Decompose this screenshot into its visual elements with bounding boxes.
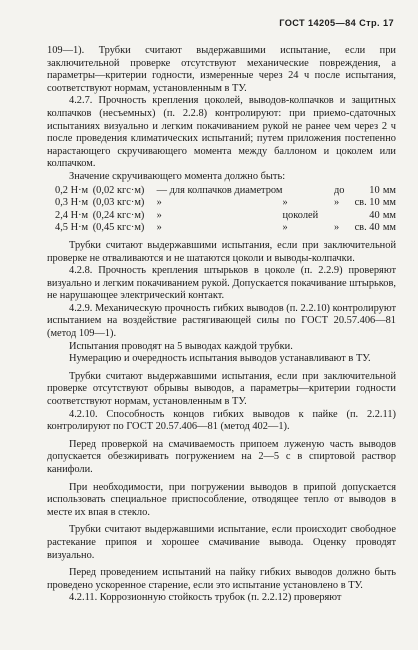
torque-cell: (0,02 кгс·м): [92, 184, 145, 196]
paragraph-p13: Трубки считают выдержавшими испытание, если происходит свободное растекание припоя и хорошее смачивание вывода. Оценку проводят визуально.: [47, 524, 396, 561]
torque-cell: цоколей: [282, 209, 319, 221]
torque-cell: 10: [369, 184, 380, 196]
paragraph-p9: Трубки считают выдержавшими испытания, если при заключительной проверке отсутствуют обрывы выводов, а параметры—критерии годности соответствуют нормам, установленным в ТУ.: [47, 370, 396, 408]
paragraph-4-2-10: 4.2.10. Способность концов гибких выводов к пайке (п. 2.2.11) контролируют по ГОСТ 20.57.406—81 (метод 402—1).: [47, 408, 396, 433]
torque-cell: [283, 185, 334, 198]
paragraph-4-2-11: 4.2.11. Коррозионную стойкость трубок (п. 2.2.12) проверяют: [69, 592, 342, 604]
torque-cell: 2,4 Н·м: [55, 209, 89, 221]
paragraph-4-2-8: 4.2.8. Прочность крепления штырьков в цоколе (п. 2.2.9) проверяют визуально и легким покачиванием рукой. Допускается покачивание штырьков, не нарушающее электрический контакт.: [47, 265, 396, 302]
paragraph-p1: 109—1). Трубки считают выдержавшими испытание, если при заключительной проверке отсутствуют механические повреждения, а параметры—критерии годности, измеренные через 24 ч после испытания, соответствуют нормам, установленным в ТУ.: [47, 45, 396, 94]
torque-row: [55, 185, 396, 198]
torque-cell: мм: [382, 197, 396, 209]
torque-cell: мм: [382, 184, 396, 196]
torque-cell: [334, 210, 351, 223]
torque-row: [55, 222, 396, 235]
torque-cell: (0,24 кгс·м): [92, 209, 145, 221]
paragraph-p8: Нумерацию и очередность испытания выводов устанавливают в ТУ.: [69, 353, 371, 365]
torque-cell: (0,03 кгс·м): [92, 197, 145, 209]
torque-cell: »: [282, 222, 288, 234]
torque-cell: »: [156, 222, 162, 234]
paragraph-4-2-9: 4.2.9. Механическую прочность гибких выводов (п. 2.2.10) контролируют испытанием на воздействие растягивающей силы по ГОСТ 20.57.406—81 (метод 109—1).: [47, 302, 396, 340]
torque-cell: (0,45 кгс·м): [92, 222, 145, 234]
torque-cell: »: [333, 197, 340, 209]
torque-cell: 4,5 Н·м: [55, 222, 89, 234]
torque-cell: »: [156, 209, 162, 221]
page-header: ГОСТ 14205—84 Стр. 17: [279, 18, 394, 28]
torque-cell: мм: [382, 209, 396, 221]
torque-cell: 40: [369, 209, 380, 221]
torque-table: [55, 185, 396, 235]
paragraph-p12: При необходимости, при погружении выводов в припой допускается использовать специальное приспособление, отводящее тепло от выводов в месте их впая в стекло.: [47, 481, 396, 518]
torque-cell: св. 10: [354, 197, 380, 209]
torque-cell: 0,2 Н·м: [55, 184, 89, 196]
torque-cell: — для колпачков диаметром: [156, 184, 283, 196]
torque-cell: св. 40: [354, 222, 380, 234]
paragraph-4-2-7: 4.2.7. Прочность крепления цоколей, выводов-колпачков и защитных колпачков (несъемных) (п. 2.2.8) контролируют: при приемо-сдаточных испытаниях визуально и легким покачиванием рукой не ранее чем через 2 ч после проведения климатических испытаний; путем приложения постепенно нарастающего скручивающего момента между баллоном и цоколем или колпачком.: [47, 95, 396, 170]
paragraph-p4: Трубки считают выдержавшими испытания, если при заключительной проверке не отваливаются и не шатаются цоколи и выводы-колпачки.: [47, 239, 396, 264]
paragraph-p14: Перед проведением испытаний на пайку гибких выводов должно быть проведено ускоренное старение, если это испытание установлено в ТУ.: [47, 567, 396, 591]
torque-cell: мм: [382, 222, 396, 234]
torque-cell: 0,3 Н·м: [55, 197, 89, 209]
torque-cell: »: [156, 197, 162, 209]
torque-cell: »: [282, 197, 288, 209]
document-body: [47, 45, 396, 605]
paragraph-p11: Перед проверкой на смачиваемость припоем луженую часть выводов допускается обезжиривать погружением на 2—5 с в спиртовой раствор канифоли.: [47, 438, 396, 475]
torque-row: [55, 197, 396, 210]
torque-cell: »: [333, 222, 340, 234]
paragraph-p7: Испытания проводят на 5 выводах каждой трубки.: [69, 340, 293, 352]
paragraph-torque-intro: Значение скручивающего момента должно быть:: [69, 170, 286, 182]
torque-row: [55, 210, 396, 223]
torque-cell: до: [333, 184, 345, 196]
